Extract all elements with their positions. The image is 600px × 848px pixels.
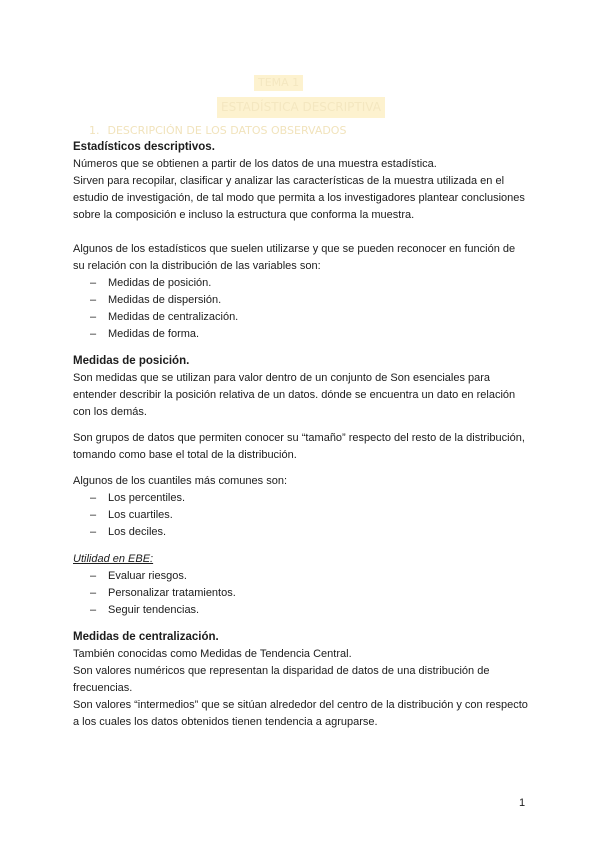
utilidad-label: Utilidad en EBE:	[73, 553, 154, 565]
heading-posicion: Medidas de posición.	[73, 355, 190, 367]
paragraph: Son valores “intermedios” que se sitúan alrededor del centro de la distribución y con respecto a los cuales los datos obtenidos tienen tendencia a agruparse.	[73, 699, 528, 728]
paragraph: Sirven para recopilar, clasificar y analizar las características de la muestra utilizada en el estudio de investigación, de tal modo que permita a los investigadores plantear conclusiones sobre la composición e incluso la estructura que conforma la muestra.	[73, 175, 525, 221]
list-item: – Evaluar riesgos.	[73, 568, 528, 585]
list-item: – Los percentiles.	[73, 490, 528, 507]
paragraph: Números que se obtienen a partir de los datos de una muestra estadística.	[73, 158, 437, 170]
paragraph: Son medidas que se utilizan para valor dentro de un conjunto de Son esenciales para entender describir la posición relativa de un datos. dónde se encuentra un dato en relación con los demás.	[73, 372, 516, 418]
heading-descriptivos: Estadísticos descriptivos.	[73, 141, 215, 153]
paragraph: Algunos de los cuantiles más comunes son:	[73, 475, 288, 487]
list-item: – Medidas de centralización.	[73, 309, 528, 326]
list-item: – Los cuartiles.	[73, 507, 528, 524]
list-cuantiles	[73, 490, 528, 541]
paragraph: Son grupos de datos que permiten conocer su “tamaño” respecto del resto de la distribución, tomando como base el total de la distribución.	[73, 432, 525, 461]
paragraph: Son valores numéricos que representan la disparidad de datos de una distribución de frecuencias.	[73, 665, 490, 694]
list-item: – Medidas de dispersión.	[73, 292, 528, 309]
list-item: – Medidas de forma.	[73, 326, 528, 343]
section-title: DESCRIPCIÓN DE LOS DATOS OBSERVADOS	[107, 124, 347, 137]
list-item: – Los deciles.	[73, 524, 528, 541]
tema-label: TEMA 1	[254, 75, 303, 91]
list-item: – Medidas de posición.	[73, 275, 528, 292]
paragraph: También conocidas como Medidas de Tendencia Central.	[73, 648, 352, 660]
list-utilidad	[73, 568, 528, 619]
list-item: – Personalizar tratamientos.	[73, 585, 528, 602]
page-number: 1	[519, 797, 526, 809]
document-body	[73, 139, 528, 731]
paragraph: Algunos de los estadísticos que suelen utilizarse y que se pueden reconocer en función de su relación con la distribución de las variables son:	[73, 243, 516, 272]
heading-centralizacion: Medidas de centralización.	[73, 631, 219, 643]
document-subtitle: ESTADÍSTICA DESCRIPTIVA	[217, 97, 385, 118]
list-item: – Seguir tendencias.	[73, 602, 528, 619]
section-heading	[89, 124, 346, 137]
list-medidas	[73, 275, 528, 343]
section-number: 1.	[89, 124, 100, 137]
